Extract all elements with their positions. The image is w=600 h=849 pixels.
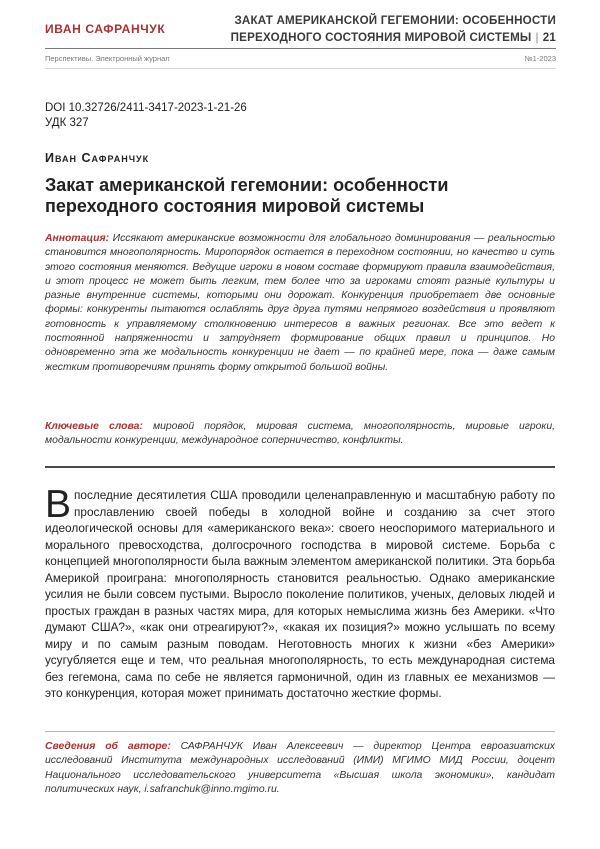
doi: DOI 10.32726/2411-3417-2023-1-21-26 xyxy=(45,102,247,114)
issue-number: №1-2023 xyxy=(524,54,556,63)
subheader-rule xyxy=(45,68,556,69)
author-info-label: Сведения об авторе: xyxy=(45,741,171,752)
author-info-text: САФРАНЧУК Иван Алексеевич — директор Центра евроазиатских исследований Института международных исследований (ИМИ) МГИМО МИД России, доцент Национального исследовательского университета «Высшая школа экономики», кандидат политических наук, i.safranchuk@inno.mgimo.ru. xyxy=(45,741,555,795)
author-info xyxy=(45,740,555,797)
header-title-line2 xyxy=(231,29,556,46)
keywords-text: мировой порядок, мировая система, многополярность, мировые игроки, модальности конкуренции, международное соперничество, конфликты. xyxy=(45,421,555,447)
article-author: Иван Сафранчук xyxy=(45,151,150,165)
header-title-line2-text: ПЕРЕХОДНОГО СОСТОЯНИЯ МИРОВОЙ СИСТЕМЫ xyxy=(230,31,532,44)
udk: УДК 327 xyxy=(45,117,89,129)
journal-name: Перспективы. Электронный журнал xyxy=(45,54,170,63)
header-rule xyxy=(45,48,556,49)
section-divider xyxy=(45,466,555,468)
drop-cap: В xyxy=(45,483,72,526)
article-meta xyxy=(45,101,247,131)
article-title: Закат американской гегемонии: особенности переходного состояния мировой системы xyxy=(45,175,449,216)
body-text: последние десятилетия США проводили целенаправленную и масштабную работу по прославлению своей победы в холодной войне и созданию за счет этого идеологической основы для «американского века»: своего неоспоримого материального и морального превосходства, долгосрочного господства в мировой системе. Борьба с концепцией многополярности была важным элементом американской политики. Эта борьба Америкой проиграна: многополярность становится реальностью. Однако американские усилия не были совсем пустыми. Выросло поколение политиков, ученых, деловых людей и простых граждан в разных частях мира, для которых немыслима жизнь без Америки. «Что думают США?», «как они отреагируют?», «какая их позиция?» можно услышать по всему миру и по самым разным поводам. Неготовность многих к жизни «без Америки» усугубляется еще и тем, что реальная многополярность, то есть международная система без гегемона, сама по себе не является гармоничной, один из главных ее механизмов — это конкуренция, которая может принимать достаточно жесткие формы. xyxy=(45,488,555,700)
header-title-line1: ЗАКАТ АМЕРИКАНСКОЙ ГЕГЕМОНИИ: ОСОБЕННОСТИ xyxy=(234,14,556,27)
header-title xyxy=(231,12,556,46)
page-number: 21 xyxy=(542,31,556,44)
abstract-label: Аннотация: xyxy=(45,233,110,244)
running-header xyxy=(0,0,600,50)
keywords xyxy=(45,420,555,449)
abstract-text: Иссякают американские возможности для глобального доминирования — реальностью становится многополярность. Миропорядок остается в переходном состоянии, но качество и суть этого состояния меняются. Ведущие игроки в новом составе формируют правила взаимодействия, и этот процесс не может быть легким, тем более что за игроками стоят разные культуры и разные внутренние системы, которыми они дорожат. Конкуренция приобретает две основные формы: конкуренты пытаются ослаблять друг друга путями непрямого воздействия и проявляют готовность к управляемому столкновению интересов в важных регионах. Все это ведет к постоянной напряженности и затрудняет формирование общих правил и принципов. Но одновременно эта же модальность конкуренции не дает — по крайней мере, пока — даже самым жестким противоречиям принять форму открытой большой войны. xyxy=(45,233,555,373)
abstract xyxy=(45,232,555,375)
header-separator: | xyxy=(535,31,539,44)
header-author: ИВАН САФРАНЧУК xyxy=(45,22,166,36)
body-paragraph xyxy=(45,483,555,702)
footnote-rule xyxy=(45,731,555,732)
keywords-label: Ключевые слова: xyxy=(45,421,143,432)
